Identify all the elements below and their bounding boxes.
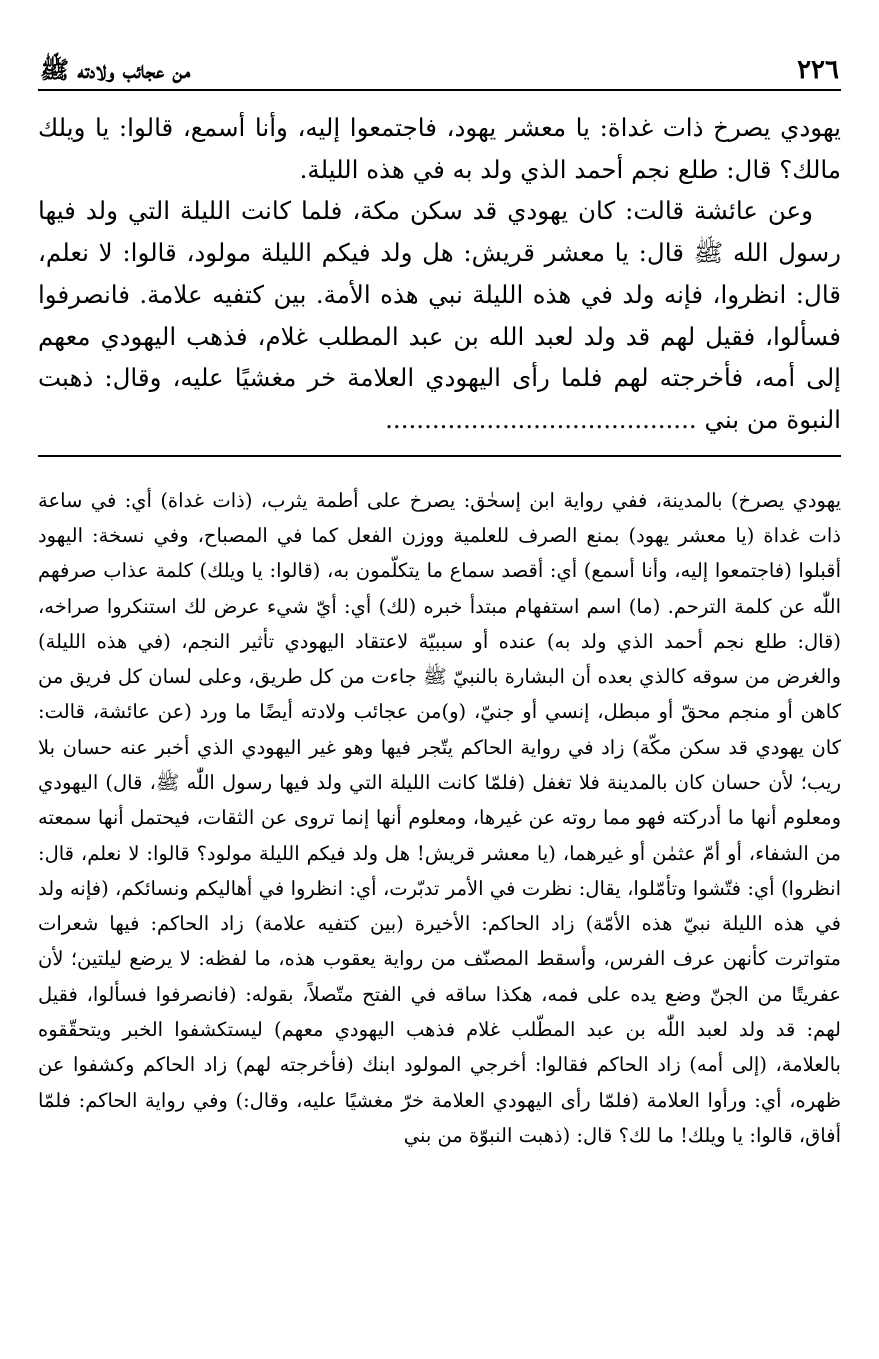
commentary-text — [38, 483, 841, 1154]
main-paragraph-text: وعن عائشة قالت: كان يهودي قد سكن مكة، فلما كانت الليلة التي ولد فيها رسول الله ﷺ قال: يا معشر قريش: هل ولد فيكم الليلة مولود، قالوا: لا نعلم، قال: انظروا، فإنه ولد في هذه الليلة نبي هذه الأمة. بين كتفيه علامة. فانصرفوا فسألوا، فقيل لهم قد ولد لعبد الله بن عبد المطلب غلام، فذهب اليهودي معهم إلى أمه، فأخرجته لهم فلما رأى اليهودي العلامة خر مغشيًا عليه، وقال: ذهبت النبوة من بني — [38, 196, 841, 434]
book-page — [38, 55, 841, 1335]
commentary-paragraph: يهودي يصرخ) بالمدينة، ففي رواية ابن إسحٰق: يصرخ على أطمة يثرب، (ذات غداة) أي: في ساعة ذات غداة (يا معشر يهود) بمنع الصرف للعلمية ووزن الفعل كما في المصباح، وفي نسخة: اليهود أقبلوا (فاجتمعوا إليه، وأنا أسمع) أي: أقصد سماع ما يتكلّمون به، (قالوا: يا ويلك) كلمة عذاب صرفهم اللّٰه عن كلمة الترحم. (ما) اسم استفهام مبتدأ خبره (لك) أي: أيّ شيء عرض لك استنكروا صراخه، (قال: طلع نجم أحمد الذي ولد به) عنده أو سببيّة لاعتقاد اليهودي تأثير النجم، (في هذه الليلة) والغرض من سوقه كالذي بعده أن البشارة بالنبيّ ﷺ جاءت من كل طريق، وعلى لسان كل فريق من كاهن أو منجم محقّ أو مبطل، إنسي أو جنيّ، (و)من عجائب ولادته أيضًا ما ورد (عن عائشة، قالت: كان يهودي قد سكن مكّة) زاد في رواية الحاكم يتّجر فيها وهو غير اليهودي الذي أخبر عنه حسان بلا ريب؛ لأن حسان كان بالمدينة فلا تغفل (فلمّا كانت الليلة التي ولد فيها رسول اللّٰه ﷺ، قال) اليهودي ومعلوم أنها ما أدركته فهو مما روته عن غيرها، ومعلوم أنها إنما تروى عن الثقات، فيحتمل أنها سمعته من الشفاء، أو أمّ عثمٰن أو غيرهما، (يا معشر قريش! هل ولد فيكم الليلة مولود؟ قالوا: لا نعلم، قال: انظروا) أي: فتّشوا وتأمّلوا، يقال: نظرت في الأمر تدبّرت، أي: انظروا في أهاليكم ونسائكم، (فإنه ولد في هذه الليلة نبيّ هذه الأمّة) زاد الحاكم: الأخيرة (بين كتفيه علامة) زاد الحاكم: فيها شعرات متواترت كأنهن عرف الفرس، وأسقط المصنّف من رواية يعقوب هذه، ما لفظه: لا يرضع ليلتين؛ لأن عفريتًا من الجنّ وضع يده على فمه، هكذا ساقه في الفتح متّصلاً، بقوله: (فانصرفوا فسألوا، فقيل لهم: قد ولد لعبد اللّٰه بن عبد المطّلب غلام فذهب اليهودي معهم) ليستكشفوا الخبر ويتحقّقوه بالعلامة، (إلى أمه) زاد الحاكم فقالوا: أخرجي المولود ابنك (فأخرجته لهم) زاد الحاكم وكشفوا عن ظهره، أي: ورأوا العلامة (فلمّا رأى اليهودي العلامة خرّ مغشيًا عليه، وقال:) وفي رواية الحاكم: فلمّا أفاق، قالوا: يا ويلك! ما لك؟ قال: (ذهبت النبوّة من بني — [38, 488, 841, 1147]
main-paragraph: يهودي يصرخ ذات غداة: يا معشر يهود، فاجتمعوا إليه، وأنا أسمع، قالوا: يا ويلك مالك؟ قال: طلع نجم أحمد الذي ولد به في هذه الليلة. — [38, 113, 841, 184]
page-header — [38, 55, 841, 91]
page-number: ٢٢٦ — [797, 55, 839, 85]
chapter-title: من عجائب ولادته ﷺ — [40, 55, 191, 84]
continuation-dots: ........................................ — [385, 404, 697, 434]
main-text — [38, 107, 841, 441]
main-paragraph — [38, 190, 841, 440]
footnote-separator — [38, 455, 841, 457]
